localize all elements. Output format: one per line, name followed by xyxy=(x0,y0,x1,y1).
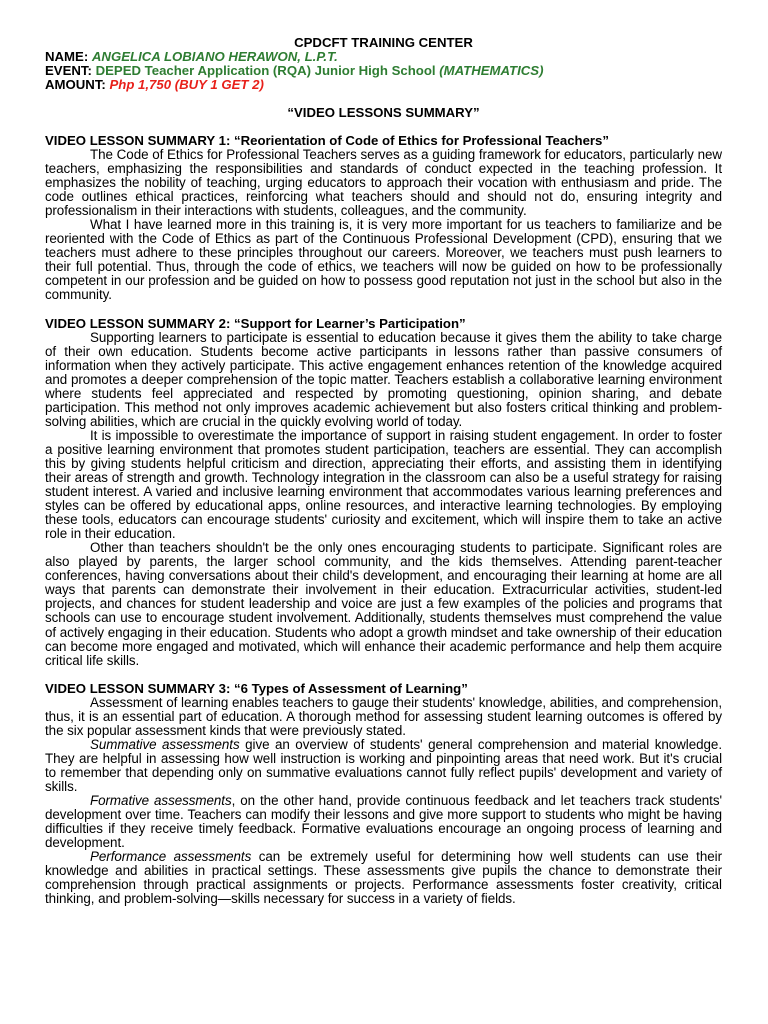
name-value: ANGELICA LOBIANO HERAWON, L.P.T. xyxy=(91,49,338,64)
performance-text: can be extremely useful for determining how well students can use their knowledge and abilities in practical settings. These assessments give pupils the chance to demonstrate their comprehension through practical assignments or projects. Performance assessments foster creativity, critical thinking, and problem-solving—skills necessary for success in a variety of fields. xyxy=(45,849,722,907)
section-3-item-performance xyxy=(45,850,722,906)
event-value: DEPED Teacher Application (RQA) Junior High School xyxy=(95,63,436,78)
event-line xyxy=(45,64,722,78)
section-3-item-formative xyxy=(45,794,722,850)
summative-term: Summative assessments xyxy=(90,736,240,752)
event-subject: (MATHEMATICS) xyxy=(439,63,544,78)
summative-text: give an overview of students' general comprehension and material knowledge. They are helpful in assessing how well instruction is working and pinpointing areas that need work. But it's crucial to remember that depending only on summative evaluations cannot fully reflect pupils' development and variety of skills. xyxy=(45,736,722,794)
document-title: “VIDEO LESSONS SUMMARY” xyxy=(287,105,480,120)
section-1-title: VIDEO LESSON SUMMARY 1: “Reorientation of Code of Ethics for Professional Teachers” xyxy=(45,133,609,148)
section-2-title: VIDEO LESSON SUMMARY 2: “Support for Learner’s Participation” xyxy=(45,315,466,331)
section-1-paragraph-1: The Code of Ethics for Professional Teachers serves as a guiding framework for educators, particularly new teachers, emphasizing the responsibilities and standards of conduct expected in the teaching profession. It emphasizes the nobility of teaching, urging educators to approach their vocation with enthusiasm and pride. The code outlines ethical practices, reinforcing what teachers should and should not do, ensuring integrity and professionalism in their interactions with students, colleagues, and the community. xyxy=(45,147,722,219)
training-center-title: CPDCFT TRAINING CENTER xyxy=(294,35,473,50)
name-line xyxy=(45,50,722,64)
performance-term: Performance assessments xyxy=(90,849,252,865)
section-2-paragraph-3: Other than teachers shouldn't be the only ones encouraging students to participate. Significant roles are also played by parents, the larger school community, and the kids themselves. Attending parent-teacher conferences, having conversations about their child's development, and encouraging their learning at home are all ways that parents can demonstrate their involvement in their education. Extracurricular activities, student-led projects, and chances for student leadership and voice are just a few examples of the policies and programs that schools can use to encourage student involvement. Additionally, students themselves must comprehend the value of actively engaging in their education. Students who adopt a growth mindset and take ownership of their education can become more engaged and motivated, which will enhance their academic performance and help them acquire critical life skills. xyxy=(45,540,722,668)
section-2-paragraph-1: Supporting learners to participate is essential to education because it gives them the ability to take charge of their own education. Students become active participants in lessons rather than passive consumers of information when they actively participate. This active engagement enhances retention of the knowledge acquired and promotes a deeper comprehension of the topic matter. Teachers establish a collaborative learning environment where students feel appreciated and respected by promoting questioning, opinion sharing, and debate participation. This method not only improves academic achievement but also fosters critical thinking and problem-solving abilities, which are crucial in the quickly evolving world of today. xyxy=(45,329,722,429)
section-3-item-summative xyxy=(45,738,722,794)
event-label: EVENT: xyxy=(45,63,92,78)
section-3-intro: Assessment of learning enables teachers to gauge their students' knowledge, abilities, and comprehension, thus, it is an essential part of education. A thorough method for assessing student learning outcomes is offered by the six popular assessment kinds that were previously stated. xyxy=(45,694,722,738)
formative-term: Formative assessments xyxy=(90,792,232,808)
name-label: NAME: xyxy=(45,49,89,64)
section-1-paragraph-2: What I have learned more in this training is, it is very more important for us teachers to familiarize and be reoriented with the Code of Ethics as part of the Continuous Professional Development (CPD), ensuring that we teachers must adhere to these principles throughout our careers. Moreover, we teachers must push learners to their full potential. Thus, through the code of ethics, we teachers will now be guided on how to be professionally competent in our profession and be guided on how to possess good reputation not just in the school but also in the community. xyxy=(45,217,722,303)
amount-line xyxy=(45,78,722,92)
amount-value: Php 1,750 (BUY 1 GET 2) xyxy=(109,77,264,92)
formative-text: , on the other hand, provide continuous feedback and let teachers track students' development over time. Teachers can modify their lessons and give more support to students who might be having difficulties if they receive timely feedback. Formative evaluations encourage an ongoing process of learning and development. xyxy=(45,792,722,851)
section-2-paragraph-2: It is impossible to overestimate the importance of support in raising student engagement. In order to foster a positive learning environment that promotes student participation, teachers are essential. They can accomplish this by giving students helpful criticism and direction, appreciating their efforts, and assisting them in identifying their areas of strength and growth. Technology integration in the classroom can also be a useful strategy for raising student interest. A varied and inclusive learning environment that accommodates various learning preferences and styles can be offered by educational apps, online resources, and interactive learning technologies. By employing these tools, educators can encourage students' curiosity and excitement, which will inspire them to take an active role in their education. xyxy=(45,427,722,542)
section-3-title: VIDEO LESSON SUMMARY 3: “6 Types of Assessment of Learning” xyxy=(45,680,468,696)
amount-label: AMOUNT: xyxy=(45,77,106,92)
